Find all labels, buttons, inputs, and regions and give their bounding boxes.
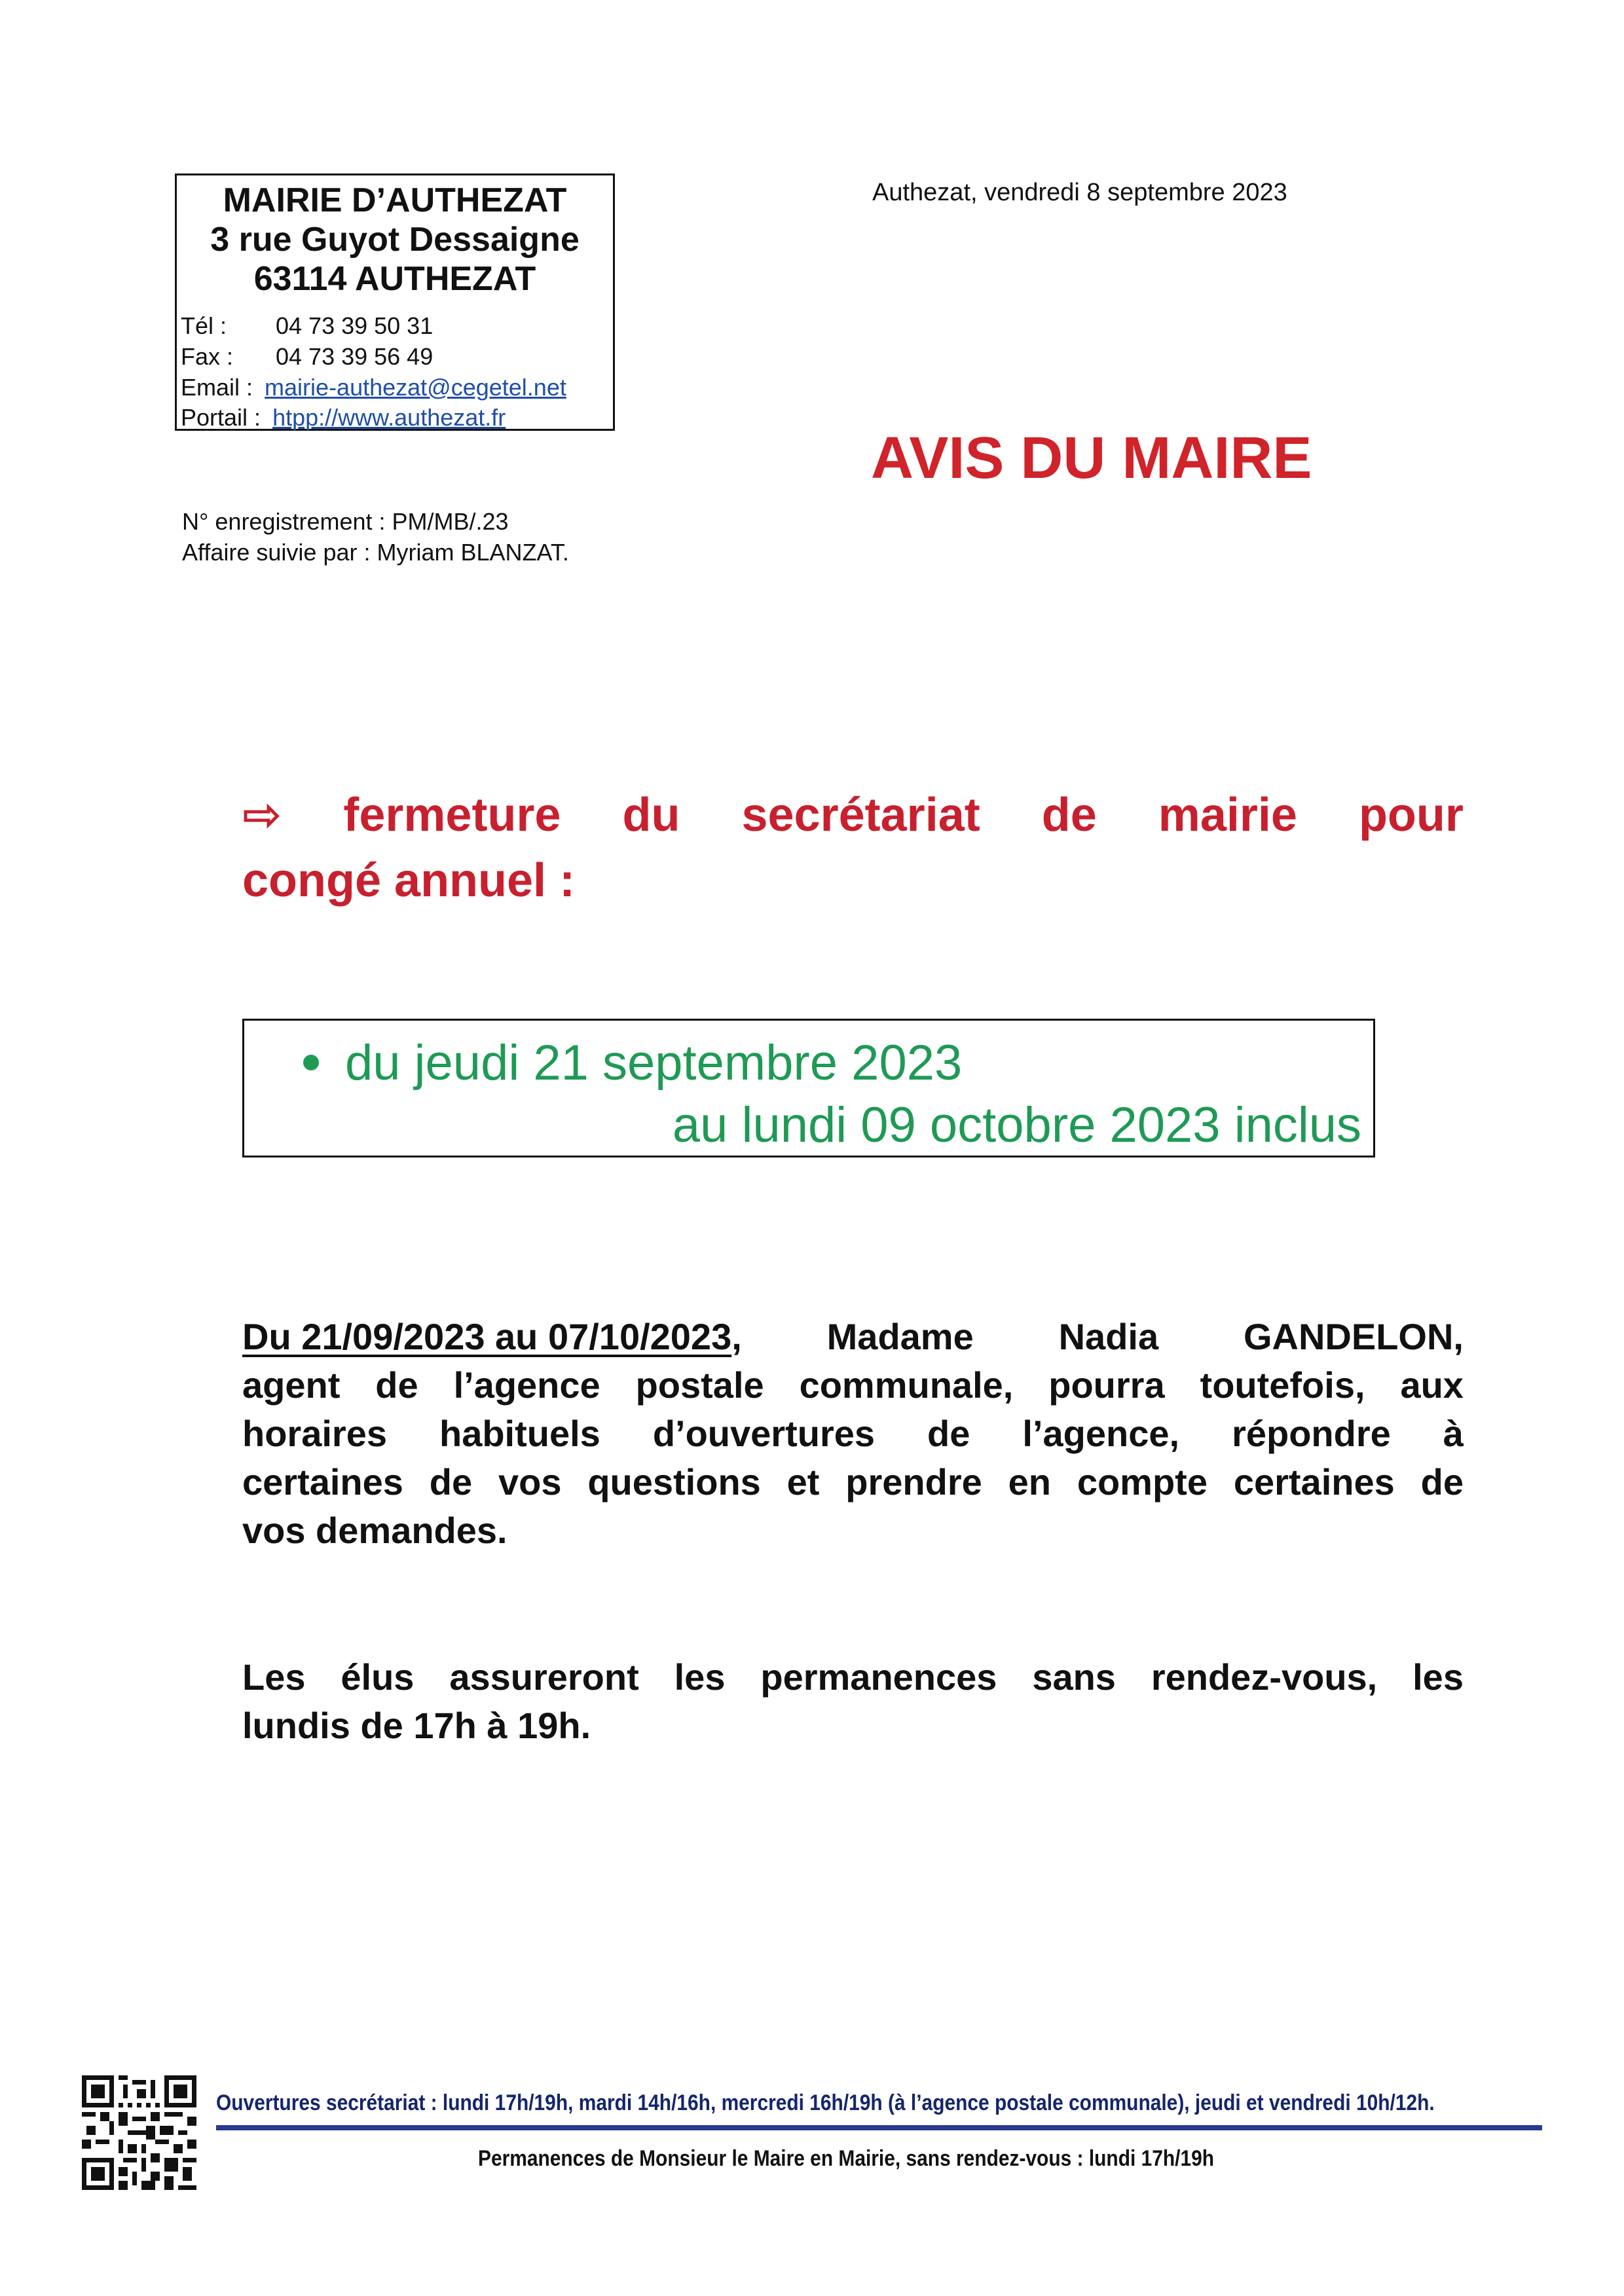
tel-value: 04 73 39 50 31 bbox=[276, 312, 434, 339]
email-label: Email : bbox=[181, 374, 253, 401]
closure-line-2: congé annuel : bbox=[242, 854, 576, 907]
dates-from: du jeudi 21 septembre 2023 bbox=[345, 1035, 963, 1091]
closure-word: du bbox=[622, 789, 680, 841]
footer-opening-hours: Ouvertures secrétariat : lundi 17h/19h, mardi 14h/16h, mercredi 16h/19h (à l’agence postale communale), jeudi et vendredi 10h/12h. bbox=[216, 2090, 1435, 2115]
comma: , bbox=[731, 1316, 742, 1357]
tel-label: Tél : bbox=[181, 312, 227, 339]
body-word: pourra bbox=[1048, 1364, 1165, 1406]
body-word: certaines bbox=[242, 1461, 403, 1503]
perm-word: sans bbox=[1032, 1656, 1116, 1698]
body-word: GANDELON, bbox=[1243, 1316, 1464, 1357]
body-word: aux bbox=[1400, 1364, 1464, 1406]
dates-from-row bbox=[303, 1034, 962, 1093]
permanence-paragraph bbox=[242, 1653, 1464, 1750]
body-word: toutefois, bbox=[1200, 1364, 1365, 1406]
email-row bbox=[181, 373, 566, 402]
body-word: prendre bbox=[845, 1461, 982, 1503]
perm-word: les bbox=[1412, 1656, 1464, 1698]
portail-label: Portail : bbox=[181, 404, 261, 431]
closure-word: mairie bbox=[1158, 789, 1297, 841]
bullet-icon bbox=[303, 1055, 319, 1070]
letterhead-box bbox=[175, 173, 615, 431]
body-paragraph bbox=[242, 1313, 1464, 1555]
mairie-name: MAIRIE D’AUTHEZAT bbox=[223, 181, 567, 219]
body-word: agent bbox=[242, 1364, 341, 1406]
fax-label: Fax : bbox=[181, 343, 234, 370]
body-word: de bbox=[429, 1461, 473, 1503]
footer-mayor-hours: Permanences de Monsieur le Maire en Mairie, sans rendez-vous : lundi 17h/19h bbox=[478, 2146, 1215, 2171]
perm-word: Les bbox=[242, 1656, 306, 1698]
body-word: habituels bbox=[439, 1413, 600, 1454]
fax-value: 04 73 39 56 49 bbox=[276, 343, 434, 370]
body-line bbox=[242, 1458, 1464, 1506]
permanence-line-last: lundis de 17h à 19h. bbox=[242, 1705, 591, 1746]
portail-row bbox=[181, 403, 506, 432]
body-line bbox=[242, 1361, 1464, 1410]
body-word: questions bbox=[587, 1461, 761, 1503]
fax-row bbox=[181, 342, 434, 371]
closure-word: de bbox=[1041, 789, 1097, 841]
body-word: de bbox=[375, 1364, 418, 1406]
permanence-line bbox=[242, 1653, 1464, 1702]
body-span bbox=[242, 1313, 742, 1361]
perm-word: élus bbox=[341, 1656, 415, 1698]
body-word: postale bbox=[635, 1364, 764, 1406]
body-word: et bbox=[786, 1461, 820, 1503]
body-word: répondre bbox=[1232, 1413, 1391, 1454]
body-word: communale, bbox=[799, 1364, 1014, 1406]
body-line bbox=[242, 1410, 1464, 1458]
body-word: certaines bbox=[1233, 1461, 1395, 1503]
tel-row bbox=[181, 312, 434, 340]
body-word: de bbox=[927, 1413, 970, 1454]
closure-line-1 bbox=[242, 782, 1464, 848]
closure-heading bbox=[242, 782, 1464, 913]
dates-to: au lundi 09 octobre 2023 inclus bbox=[672, 1097, 1361, 1153]
perm-word: les bbox=[674, 1656, 726, 1698]
body-word: l’agence, bbox=[1022, 1413, 1180, 1454]
perm-word: rendez-vous, bbox=[1151, 1656, 1378, 1698]
dates-box bbox=[242, 1019, 1375, 1157]
body-word: de bbox=[1420, 1461, 1464, 1503]
page-title: AVIS DU MAIRE bbox=[871, 426, 1312, 491]
portail-link[interactable]: htpp://www.authezat.fr bbox=[272, 404, 506, 431]
body-line-last: vos demandes. bbox=[242, 1510, 507, 1551]
body-word: vos bbox=[498, 1461, 562, 1503]
date-line: Authezat, vendredi 8 septembre 2023 bbox=[872, 179, 1287, 206]
mairie-city: 63114 AUTHEZAT bbox=[253, 260, 536, 298]
date-range-underlined: Du 21/09/2023 au 07/10/2023 bbox=[242, 1316, 732, 1357]
body-word: l’agence bbox=[453, 1364, 600, 1406]
closure-word: pour bbox=[1358, 789, 1464, 841]
arrow-right-icon: ⇨ bbox=[242, 789, 282, 841]
body-word: à bbox=[1443, 1413, 1464, 1454]
mairie-street: 3 rue Guyot Dessaigne bbox=[210, 221, 580, 259]
registration-number: N° enregistrement : PM/MB/.23 bbox=[182, 508, 509, 535]
body-word: d’ouvertures bbox=[652, 1413, 876, 1454]
closure-word: fermeture bbox=[343, 789, 561, 841]
perm-word: permanences bbox=[760, 1656, 997, 1698]
footer-divider bbox=[216, 2125, 1542, 2130]
body-word: Nadia bbox=[1058, 1316, 1159, 1357]
email-link[interactable]: mairie-authezat@cegetel.net bbox=[265, 374, 566, 401]
followed-by: Affaire suivie par : Myriam BLANZAT. bbox=[182, 539, 569, 566]
body-word: horaires bbox=[242, 1413, 387, 1454]
body-word: compte bbox=[1077, 1461, 1208, 1503]
body-line bbox=[242, 1313, 1464, 1361]
closure-word: secrétariat bbox=[741, 789, 980, 841]
qr-code-icon bbox=[82, 2075, 196, 2190]
body-word: en bbox=[1008, 1461, 1051, 1503]
perm-word: assureront bbox=[449, 1656, 639, 1698]
body-word: Madame bbox=[826, 1316, 974, 1357]
